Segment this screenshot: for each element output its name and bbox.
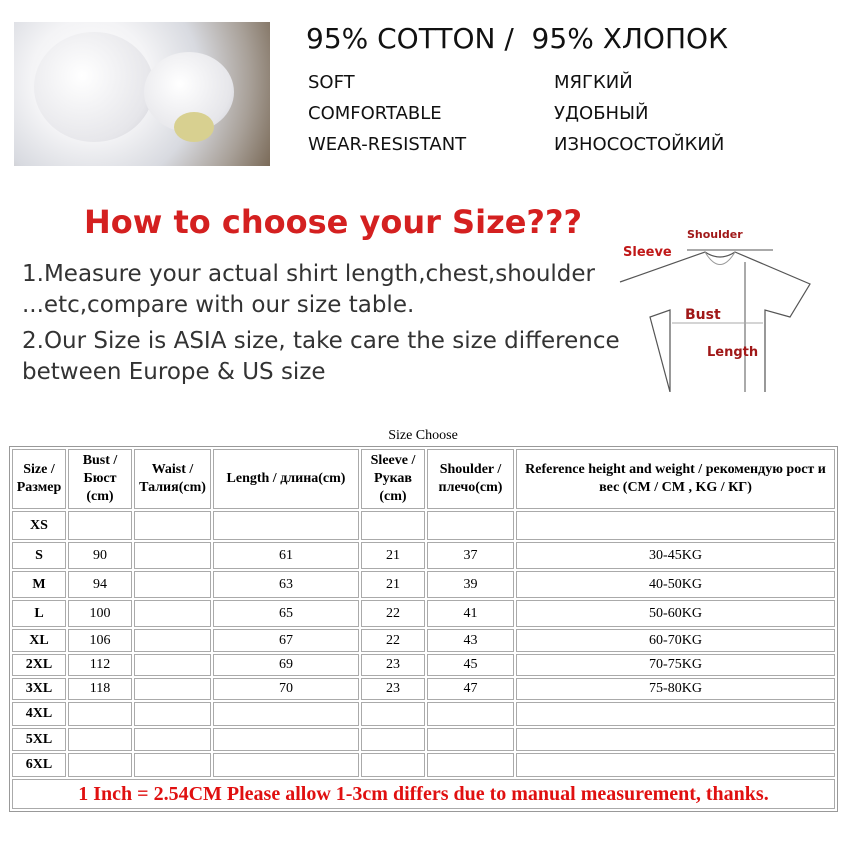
feature-ru-1: МЯГКИЙ [554, 72, 633, 93]
feature-en-1: SOFT [308, 72, 355, 93]
cell-sleeve: 22 [361, 629, 425, 652]
cell-waist [134, 629, 211, 652]
cell-bust [68, 511, 132, 540]
cell-sleeve: 21 [361, 571, 425, 598]
cell-waist [134, 678, 211, 700]
cell-waist [134, 571, 211, 598]
cell-sleeve: 21 [361, 542, 425, 569]
table-row [12, 571, 835, 598]
cell-bust: 90 [68, 542, 132, 569]
step-line-3: 2.Our Size is ASIA size, take care the size difference [22, 328, 620, 354]
cell-reference: 50-60KG [516, 600, 835, 627]
header-waist: Waist / Талия(cm) [134, 449, 211, 509]
header-bust: Bust / Бюст (cm) [68, 449, 132, 509]
cell-shoulder [427, 702, 514, 726]
cell-length: 63 [213, 571, 359, 598]
cell-reference [516, 511, 835, 540]
cell-length: 67 [213, 629, 359, 652]
cell-size: 5XL [12, 728, 66, 751]
cell-sleeve [361, 511, 425, 540]
diagram-label-shoulder: Shoulder [687, 228, 743, 241]
header-sleeve: Sleeve / Рукав (cm) [361, 449, 425, 509]
cell-reference: 75-80KG [516, 678, 835, 700]
cell-bust: 112 [68, 654, 132, 676]
cell-length: 65 [213, 600, 359, 627]
cell-shoulder: 43 [427, 629, 514, 652]
cell-waist [134, 654, 211, 676]
cell-shoulder [427, 728, 514, 751]
header-reference: Reference height and weight / рекомендую рост и вес (CM / CM , KG / КГ) [516, 449, 835, 509]
cell-bust [68, 702, 132, 726]
step-line-1: 1.Measure your actual shirt length,chest,shoulder [22, 261, 596, 287]
cell-sleeve: 23 [361, 678, 425, 700]
table-row [12, 654, 835, 676]
cell-sleeve [361, 728, 425, 751]
cell-length: 61 [213, 542, 359, 569]
cell-reference: 30-45KG [516, 542, 835, 569]
cell-sleeve: 23 [361, 654, 425, 676]
cell-reference [516, 753, 835, 777]
table-row [12, 542, 835, 569]
cell-waist [134, 542, 211, 569]
step-line-4: between Europe & US size [22, 359, 326, 385]
cell-sleeve [361, 753, 425, 777]
cell-shoulder: 47 [427, 678, 514, 700]
cell-reference: 60-70KG [516, 629, 835, 652]
header-shoulder: Shoulder / плечо(cm) [427, 449, 514, 509]
cell-sleeve: 22 [361, 600, 425, 627]
step-line-2: ...etc,compare with our size table. [22, 292, 415, 318]
cell-bust: 118 [68, 678, 132, 700]
cell-size: XS [12, 511, 66, 540]
table-row [12, 600, 835, 627]
cell-size: 4XL [12, 702, 66, 726]
cell-bust: 106 [68, 629, 132, 652]
tshirt-diagram [605, 222, 835, 392]
cell-bust: 100 [68, 600, 132, 627]
cell-shoulder [427, 511, 514, 540]
cell-sleeve [361, 702, 425, 726]
feature-en-2: COMFORTABLE [308, 103, 442, 124]
cell-length: 70 [213, 678, 359, 700]
feature-en-3: WEAR-RESISTANT [308, 134, 467, 155]
cell-size: L [12, 600, 66, 627]
cell-waist [134, 702, 211, 726]
cell-size: 6XL [12, 753, 66, 777]
cell-size: S [12, 542, 66, 569]
cell-waist [134, 600, 211, 627]
table-row [12, 753, 835, 777]
cell-size: M [12, 571, 66, 598]
cell-reference [516, 702, 835, 726]
cell-bust: 94 [68, 571, 132, 598]
feature-ru-2: УДОБНЫЙ [554, 103, 649, 124]
size-table [9, 446, 838, 812]
diagram-label-sleeve: Sleeve [623, 245, 672, 260]
cell-length [213, 753, 359, 777]
cell-length [213, 728, 359, 751]
diagram-label-bust: Bust [685, 307, 721, 323]
fabric-title: 95% COTTON / 95% ХЛОПОК [306, 22, 728, 55]
header-length: Length / длина(cm) [213, 449, 359, 509]
table-header-row [12, 449, 835, 509]
cell-size: 2XL [12, 654, 66, 676]
cell-waist [134, 728, 211, 751]
cell-shoulder: 37 [427, 542, 514, 569]
table-row [12, 511, 835, 540]
cotton-photo [14, 22, 270, 166]
cell-bust [68, 728, 132, 751]
table-caption: Size Choose [388, 428, 458, 443]
table-row [12, 678, 835, 700]
cell-reference: 40-50KG [516, 571, 835, 598]
table-row [12, 629, 835, 652]
cell-shoulder: 45 [427, 654, 514, 676]
measurement-note: 1 Inch = 2.54CM Please allow 1-3cm differs due to manual measurement, thanks. [12, 779, 835, 809]
cell-waist [134, 511, 211, 540]
cell-length [213, 511, 359, 540]
table-row [12, 702, 835, 726]
cell-size: XL [12, 629, 66, 652]
cell-shoulder: 39 [427, 571, 514, 598]
cell-length [213, 702, 359, 726]
cell-shoulder: 41 [427, 600, 514, 627]
size-guide-heading: How to choose your Size??? [84, 203, 583, 241]
cell-bust [68, 753, 132, 777]
cell-waist [134, 753, 211, 777]
feature-ru-3: ИЗНОСОСТОЙКИЙ [554, 134, 725, 155]
cell-reference: 70-75KG [516, 654, 835, 676]
cell-reference [516, 728, 835, 751]
cell-size: 3XL [12, 678, 66, 700]
diagram-label-length: Length [707, 345, 759, 360]
cell-shoulder [427, 753, 514, 777]
cell-length: 69 [213, 654, 359, 676]
header-size: Size / Размер [12, 449, 66, 509]
table-row [12, 728, 835, 751]
